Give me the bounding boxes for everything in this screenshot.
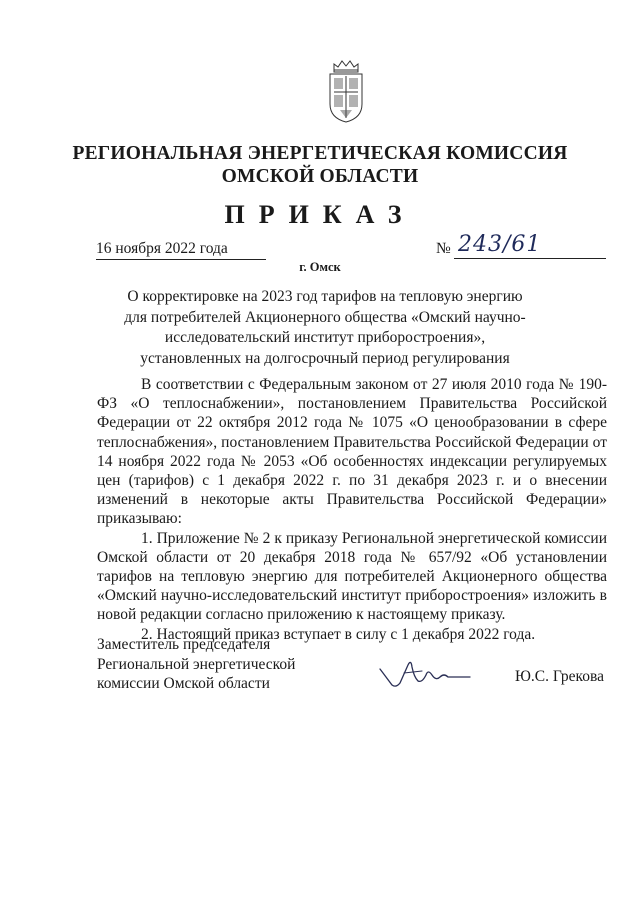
org-name-line1: РЕГИОНАЛЬНАЯ ЭНЕРГЕТИЧЕСКАЯ КОМИССИЯ <box>72 143 568 164</box>
signer-title-line2: Региональной энергетической <box>97 655 296 673</box>
document-subject: О корректировке на 2023 год тарифов на тепловую энергию для потребителей Акционерного общества «Омский научно-исследовательский институт приборостроения», установленных на долгосрочный период регулирования <box>124 288 526 367</box>
document-type: ПРИКАЗ <box>224 200 416 229</box>
document-number: 243/61 <box>458 232 542 257</box>
number-underline <box>454 258 606 259</box>
omsk-coat-of-arms-icon <box>326 58 366 124</box>
item-1-paragraph: 1. Приложение № 2 к приказу Региональной энергетической комиссии Омской области от 20 декабря 2018 года № 657/92 «Об установлении тарифов на тепловую энергию для потребителей Акционерного общества «Омский научно-исследовательский институт приборостроения» изложить в новой редакции согласно приложению к настоящему приказу. <box>97 529 607 624</box>
city: г. Омск <box>299 260 341 274</box>
document-body <box>97 375 607 644</box>
org-name-line2: ОМСКОЙ ОБЛАСТИ <box>221 166 419 187</box>
signer-title-line3: комиссии Омской области <box>97 675 270 692</box>
handwritten-signature-icon <box>378 655 478 691</box>
item-2-paragraph: 2. Настоящий приказ вступает в силу с 1 декабря 2022 года. <box>141 625 536 643</box>
number-label: № <box>436 240 451 257</box>
signer-title-line1: Заместитель председателя <box>97 636 271 653</box>
signer-title <box>97 635 295 694</box>
document-date: 16 ноября 2022 года <box>96 240 266 260</box>
signer-name: Ю.С. Грекова <box>515 668 604 685</box>
preamble-paragraph: В соответствии с Федеральным законом от 27 июля 2010 года № 190-ФЗ «О теплоснабжении», постановлением Правительства Российской Федерации от 22 октября 2012 года № 1075 «О ценообразовании в сфере теплоснабжения», постановлением Правительства Российской Федерации от 14 ноября 2022 года № 2053 «Об особенностях индексации регулируемых цен (тарифов) с 1 декабря 2022 г. по 31 декабря 2023 г. и о внесении изменений в некоторые акты Правительства Российской Федерации» приказываю: <box>97 376 607 528</box>
